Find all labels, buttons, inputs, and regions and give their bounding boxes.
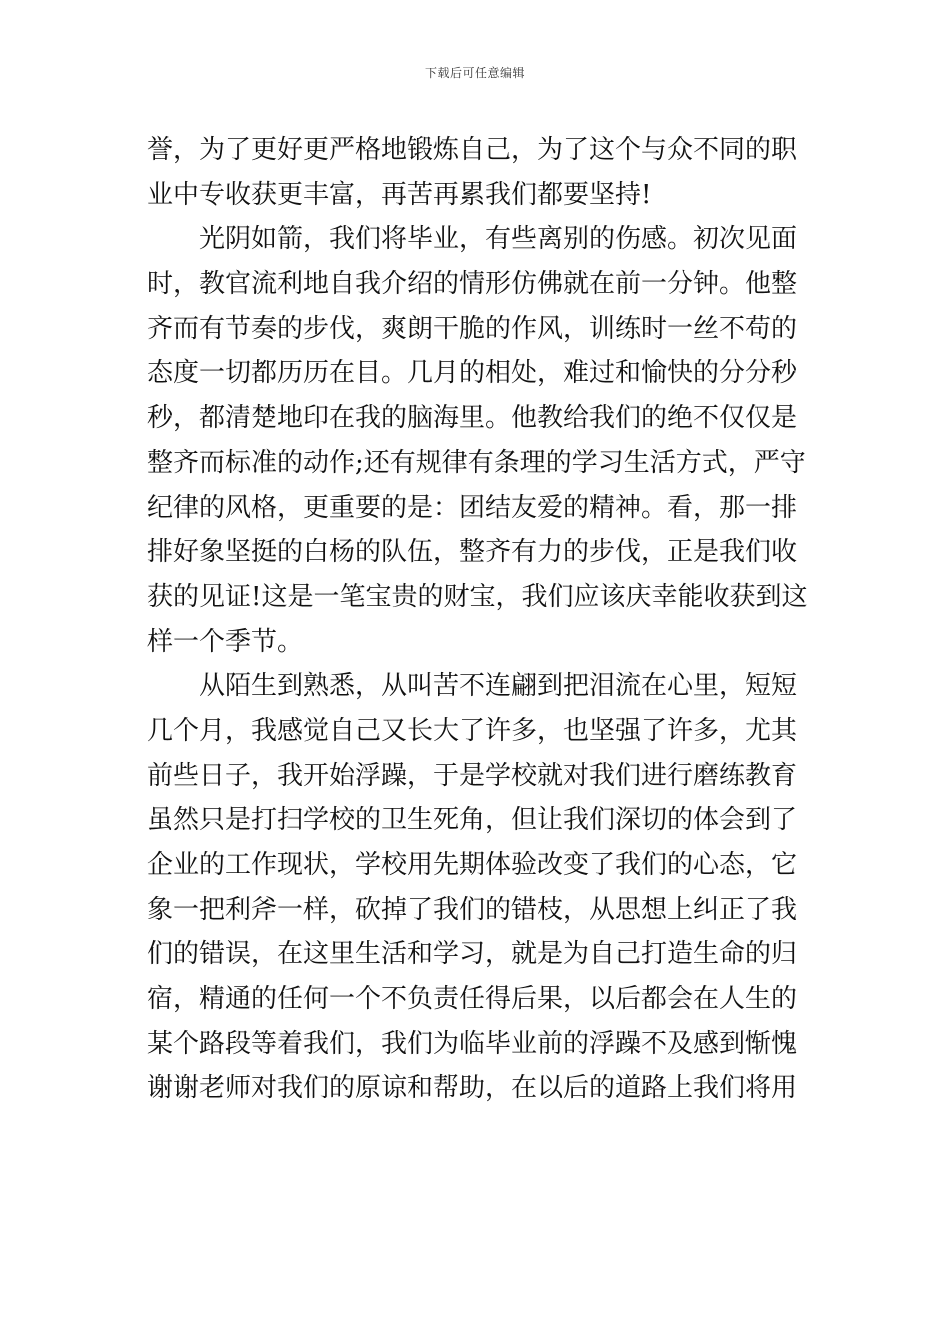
text-line: 纪律的风格，更重要的是：团结友爱的精神。看，那一排 <box>147 492 798 523</box>
text-line: 光阴如箭，我们将毕业，有些离别的伤感。初次见面 <box>147 224 798 255</box>
page-header-note: 下载后可任意编辑 <box>424 66 525 80</box>
text-line: 企业的工作现状，学校用先期体验改变了我们的心态，它 <box>147 850 798 880</box>
text-line: 们的错误，在这里生活和学习，就是为自己打造生命的归 <box>147 939 798 970</box>
text-line: 齐而有节奏的步伐，爽朗干脆的作风，训练时一丝不苟的 <box>147 313 798 344</box>
text-line: 整齐而标准的动作;还有规律有条理的学习生活方式，严守 <box>147 447 806 478</box>
text-line: 从陌生到熟悉，从叫苦不连翩到把泪流在心里，短短 <box>147 671 798 702</box>
text-line: 宿，精通的任何一个不负责任得后果，以后都会在人生的 <box>147 984 798 1015</box>
text-line: 获的见证!这是一笔宝贵的财宝，我们应该庆幸能收获到这 <box>147 581 808 612</box>
text-line: 前些日子，我开始浮躁，于是学校就对我们进行磨练教育 <box>147 760 798 791</box>
text-line: 时，教官流利地自我介绍的情形仿佛就在前一分钟。他整 <box>147 269 798 300</box>
text-line: 谢谢老师对我们的原谅和帮助，在以后的道路上我们将用 <box>147 1073 798 1104</box>
text-line: 样一个季节。 <box>147 626 304 657</box>
text-line: 誉，为了更好更严格地锻炼自己，为了这个与众不同的职 <box>147 135 798 165</box>
text-line: 几个月，我感觉自己又长大了许多，也坚强了许多，尤其 <box>147 715 798 746</box>
text-line: 虽然只是打扫学校的卫生死角，但让我们深切的体会到了 <box>147 805 798 836</box>
text-line: 某个路段等着我们，我们为临毕业前的浮躁不及感到惭愧 <box>147 1028 798 1059</box>
text-line: 态度一切都历历在目。几月的相处，难过和愉快的分分秒 <box>147 358 798 389</box>
text-line: 排好象坚挺的白杨的队伍，整齐有力的步伐，正是我们收 <box>147 537 798 568</box>
text-line: 业中专收获更丰富，再苦再累我们都要坚持! <box>147 179 652 210</box>
body-text <box>147 128 807 1111</box>
text-line: 象一把利斧一样，砍掉了我们的错枝，从思想上纠正了我 <box>147 894 798 925</box>
text-line: 秒，都清楚地印在我的脑海里。他教给我们的绝不仅仅是 <box>147 403 798 434</box>
